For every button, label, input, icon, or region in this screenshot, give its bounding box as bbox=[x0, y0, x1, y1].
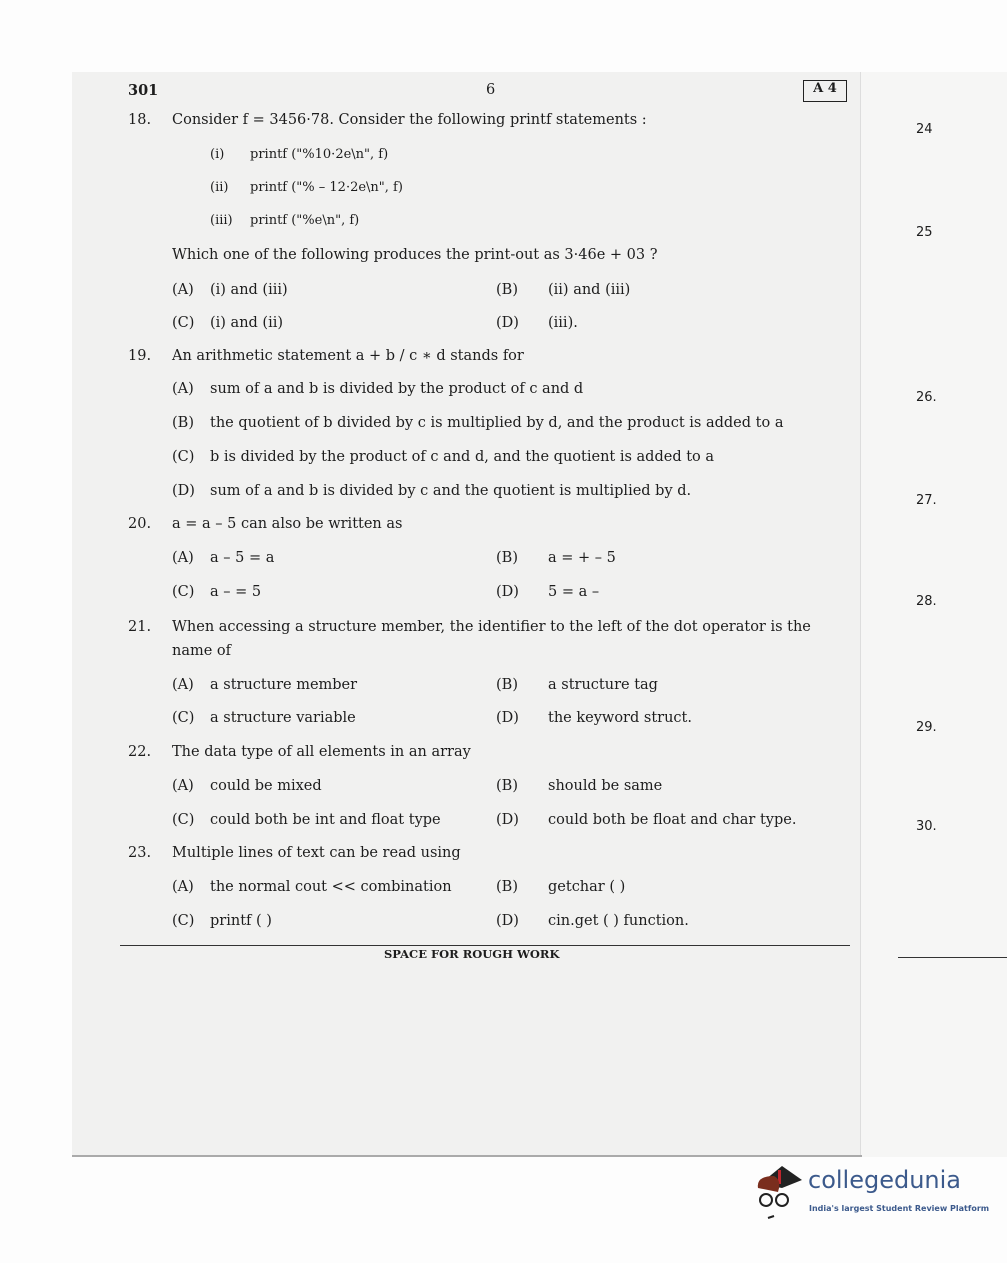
option-text: sum of a and b is divided by c and the quotient is multiplied by d. bbox=[210, 483, 692, 499]
option-label: (A) bbox=[172, 879, 194, 895]
paper-code: 301 bbox=[128, 82, 159, 99]
question-number: 20. bbox=[128, 516, 152, 532]
option-label: (D) bbox=[496, 315, 519, 331]
brand-name: collegedunia bbox=[808, 1166, 962, 1194]
question-text: a = a – 5 can also be written as bbox=[172, 516, 403, 532]
margin-number: 28. bbox=[916, 594, 937, 609]
option-label: (C) bbox=[172, 315, 195, 331]
option-text: getchar ( ) bbox=[548, 879, 626, 895]
option-text: the normal cout << combination bbox=[210, 879, 452, 895]
option-text: (ii) and (iii) bbox=[548, 282, 631, 298]
question-number: 21. bbox=[128, 619, 152, 635]
option-text: the keyword struct. bbox=[548, 710, 692, 726]
page-number: 6 bbox=[486, 82, 496, 98]
option-label: (A) bbox=[172, 282, 194, 298]
option-text: printf ( ) bbox=[210, 913, 272, 929]
question-text: An arithmetic statement a + b / c ∗ d stands for bbox=[172, 348, 524, 364]
option-label: (B) bbox=[496, 778, 518, 794]
option-label: (C) bbox=[172, 812, 195, 828]
margin-number: 26. bbox=[916, 390, 937, 405]
option-label: (D) bbox=[496, 812, 519, 828]
collegedunia-logo bbox=[752, 1162, 992, 1227]
rough-work-label: SPACE FOR ROUGH WORK bbox=[384, 947, 560, 961]
option-label: (A) bbox=[172, 381, 194, 397]
margin-number: 27. bbox=[916, 493, 937, 508]
option-label: (B) bbox=[496, 879, 518, 895]
option-text: a – = 5 bbox=[210, 584, 262, 600]
option-text: could both be int and float type bbox=[210, 812, 441, 828]
option-label: (B) bbox=[172, 415, 194, 431]
option-label: (D) bbox=[496, 710, 519, 726]
option-text: a structure tag bbox=[548, 677, 658, 693]
page-bottom-edge bbox=[72, 1155, 862, 1157]
statement-label: (iii) bbox=[210, 213, 233, 228]
divider-line bbox=[120, 945, 850, 946]
option-label: (C) bbox=[172, 449, 195, 465]
booklet-code: A 4 bbox=[803, 80, 847, 102]
statement-text: printf ("% – 12·2e\n", f) bbox=[250, 180, 403, 195]
option-label: (C) bbox=[172, 584, 195, 600]
option-label: (C) bbox=[172, 913, 195, 929]
option-text: (iii). bbox=[548, 315, 578, 331]
option-text: a = + – 5 bbox=[548, 550, 616, 566]
option-label: (A) bbox=[172, 677, 194, 693]
question-text: The data type of all elements in an array bbox=[172, 744, 471, 760]
option-text: sum of a and b is divided by the product of c and d bbox=[210, 381, 584, 397]
option-text: b is divided by the product of c and d, and the quotient is added to a bbox=[210, 449, 715, 465]
option-text: a – 5 = a bbox=[210, 550, 275, 566]
option-text: the quotient of b divided by c is multiplied by d, and the product is added to a bbox=[210, 415, 784, 431]
option-text: 5 = a – bbox=[548, 584, 600, 600]
option-label: (B) bbox=[496, 282, 518, 298]
option-text: could be mixed bbox=[210, 778, 322, 794]
option-label: (D) bbox=[496, 584, 519, 600]
question-text: name of bbox=[172, 643, 232, 659]
margin-number: 29. bbox=[916, 720, 937, 735]
option-text: could both be float and char type. bbox=[548, 812, 797, 828]
option-label: (A) bbox=[172, 550, 194, 566]
question-number: 22. bbox=[128, 744, 152, 760]
statement-label: (ii) bbox=[210, 180, 229, 195]
option-text: cin.get ( ) function. bbox=[548, 913, 689, 929]
option-label: (B) bbox=[496, 550, 518, 566]
option-text: should be same bbox=[548, 778, 663, 794]
option-label: (D) bbox=[496, 913, 519, 929]
option-label: (B) bbox=[496, 677, 518, 693]
question-text: When accessing a structure member, the identifier to the left of the dot operator is the bbox=[172, 619, 811, 635]
mascot-icon bbox=[752, 1162, 808, 1222]
option-text: a structure member bbox=[210, 677, 358, 693]
margin-number: 30. bbox=[916, 819, 937, 834]
question-text: Multiple lines of text can be read using bbox=[172, 845, 461, 861]
question-text: Which one of the following produces the print-out as 3·46e + 03 ? bbox=[172, 247, 658, 263]
statement-text: printf ("%10·2e\n", f) bbox=[250, 147, 389, 162]
option-text: (i) and (ii) bbox=[210, 315, 284, 331]
brand-tagline: India's largest Student Review Platform bbox=[809, 1204, 990, 1213]
option-text: (i) and (iii) bbox=[210, 282, 288, 298]
question-number: 23. bbox=[128, 845, 152, 861]
statement-text: printf ("%e\n", f) bbox=[250, 213, 360, 228]
question-number: 19. bbox=[128, 348, 152, 364]
option-label: (A) bbox=[172, 778, 194, 794]
question-text: Consider f = 3456·78. Consider the following printf statements : bbox=[172, 112, 647, 128]
question-number: 18. bbox=[128, 112, 152, 128]
adjacent-page-edge bbox=[860, 72, 1007, 1157]
margin-number: 24 bbox=[916, 122, 933, 137]
margin-number: 25 bbox=[916, 225, 933, 240]
statement-label: (i) bbox=[210, 147, 225, 162]
option-text: a structure variable bbox=[210, 710, 356, 726]
option-label: (D) bbox=[172, 483, 195, 499]
option-label: (C) bbox=[172, 710, 195, 726]
divider-line bbox=[898, 957, 1007, 958]
